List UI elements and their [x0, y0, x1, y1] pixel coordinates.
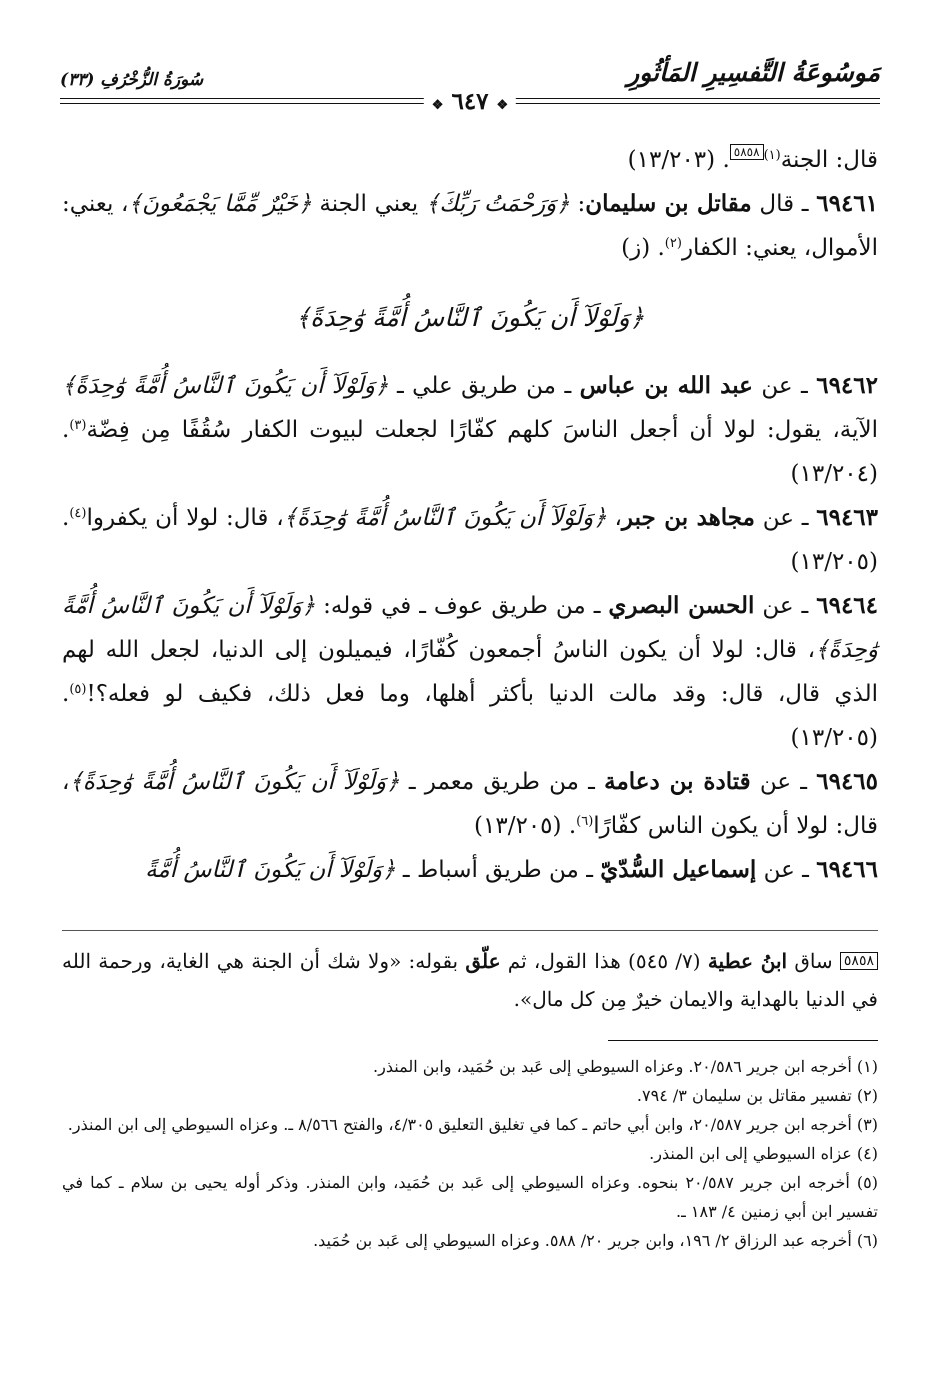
narration-number: ٦٩٤٦٣: [816, 504, 879, 531]
footnotes: [62, 1052, 878, 1255]
narration-number: ٦٩٤٦٤: [816, 592, 879, 619]
page-number-block: [424, 88, 516, 115]
para-text: :: [569, 191, 586, 217]
note-separator: [62, 930, 878, 931]
header-rule-left: [60, 98, 429, 99]
page-number: ٦٤٧: [451, 88, 489, 115]
para-text: ، قال: لولا أن يكون الناسُ أجمعون كُفّارًا، فيميلون إلى الدنيا، لجعل الله لهم الذي قال، قال: وقد مالت الدنيا بأكثر أهلها، وما فعل ذلك، فكيف لو فعله؟!: [62, 637, 878, 707]
volume-ref: . (١٣/٢٠٤): [62, 417, 878, 487]
para-text: ـ عن: [754, 593, 817, 619]
quran-quote: ﴿وَلَوْلَآ أَن يَكُونَ ٱلنَّاسُ أُمَّةً وَٰحِدَةً﴾: [62, 373, 389, 399]
quran-quote: ﴿خَيْرٌ مِّمَّا يَجْمَعُونَ﴾: [128, 191, 312, 217]
footnote-3: (٣) أخرجه ابن جرير ٢٠/٥٨٧، وابن أبي حاتم ـ كما في تغليق التعليق ٤/٣٠٥، والفتح ٨/٥٦٦ ـ. وعزاه السيوطي إلى ابن المنذر.: [67, 1115, 878, 1134]
footnote-4: (٤) عزاه السيوطي إلى ابن المنذر.: [649, 1144, 878, 1163]
para-text: ـ قال: [751, 191, 817, 217]
footnote-1: (١) أخرجه ابن جرير ٢٠/٥٨٦. وعزاه السيوطي إلى عَبد بن حُمَيد، وابن المنذر.: [373, 1057, 878, 1076]
book-title: مَوسُوعَةُ التَّفسِيرِ المَأثُورِ: [627, 58, 880, 87]
para-text: ـ من طريق أسباط ـ: [395, 857, 601, 883]
verse-heading: ﴿وَلَوْلَآ أَن يَكُونَ ٱلنَّاسُ أُمَّةً وَٰحِدَةً﴾: [295, 303, 645, 332]
para-text: الآية، يقول: لولا أن أجعل الناسَ كلهم كفّارًا لجعلت لبيوت الكفار سُقُفًا مِن فِضّة: [86, 417, 878, 443]
footnote-marker: (١): [763, 148, 781, 163]
quran-quote: ﴿وَلَوْلَآ أَن يَكُونَ ٱلنَّاسُ أُمَّةً وَٰحِدَةً﴾: [62, 593, 878, 663]
footnote-5: (٥) أخرجه ابن جرير ٢٠/٥٨٧ بنحوه. وعزاه السيوطي إلى عَبد بن حُمَيد، وابن المنذر. وذكر أوله يحيى بن سلام ـ كما في تفسير ابن أبي زمنين ٤/ ١٨٣ ـ.: [62, 1173, 878, 1221]
narration-69462: [62, 364, 878, 496]
volume-ref: . (ز): [621, 235, 665, 261]
header-rule-right: [511, 98, 880, 99]
footnote-2: (٢) تفسير مقاتل بن سليمان ٣/ ٧٩٤.: [636, 1086, 878, 1105]
narration-69461: [62, 182, 878, 270]
narration-number: ٦٩٤٦١: [816, 190, 879, 217]
footnote-marker: (٥): [69, 682, 87, 697]
quran-quote: ﴿وَلَوْلَآ أَن يَكُونَ ٱلنَّاسُ أُمَّةً وَٰحِدَةً﴾: [69, 769, 400, 795]
note-bold-word: علّق: [465, 949, 501, 973]
narration-69463: [62, 496, 878, 584]
narration-69466: [62, 848, 878, 892]
narration-number: ٦٩٤٦٥: [816, 768, 879, 795]
note-author: ابنُ عطية: [707, 949, 788, 973]
footnote-6: (٦) أخرجه عبد الرزاق ٢/ ١٩٦، وابن جرير ٢٠/ ٥٨٨. وعزاه السيوطي إلى عَبد بن حُمَيد.: [313, 1231, 878, 1250]
footnote-marker: (٦): [576, 814, 594, 829]
footnote-marker: (٤): [69, 506, 87, 521]
footnote-marker: (٣): [69, 418, 87, 433]
header-rule-right-thin: [511, 103, 880, 104]
narrator-name: عبد الله بن عباس: [579, 372, 753, 399]
running-header: [60, 58, 880, 118]
narrator-name: الحسن البصري: [608, 592, 755, 619]
narrator-name: مجاهد بن جبر: [621, 504, 755, 531]
para-text: ـ عن: [752, 373, 817, 399]
para-text: ـ من طريق عوف ـ في قوله:: [315, 593, 609, 619]
paragraph-continuation: [62, 138, 878, 182]
para-text: ـ من طريق علي ـ: [388, 373, 580, 399]
volume-ref: . (١٣/٢٠٥): [474, 813, 577, 839]
para-text: ، قال: لولا أن يكون الناس كفّارًا: [62, 769, 878, 839]
quran-quote: ﴿وَلَوْلَآ أَن يَكُونَ ٱلنَّاسُ أُمَّةً وَٰحِدَةً﴾: [283, 505, 607, 531]
ornament-icon: ❖: [496, 98, 509, 113]
footnote-rule: [608, 1040, 878, 1041]
note-box-number: ٥٨٥٨: [840, 952, 878, 970]
narration-69464: [62, 584, 878, 760]
narrator-name: إسماعيل السُّدّيّ: [600, 856, 757, 883]
volume-ref: . (١٣/٢٠٥): [62, 681, 878, 751]
note-box-ref: ٥٨٥٨: [730, 144, 764, 160]
main-text: [62, 138, 878, 892]
para-text: ، قال: لولا أن يكفروا: [86, 505, 284, 531]
para-text: ، يعني: الأموال، يعني: الكفار: [62, 191, 878, 261]
volume-ref: . (١٣/٢٠٣): [627, 147, 730, 173]
para-text: ،: [606, 505, 622, 531]
quran-quote: ﴿وَرَحْمَتُ رَبِّكَ﴾: [425, 191, 570, 217]
narration-number: ٦٩٤٦٢: [816, 372, 878, 399]
narration-number: ٦٩٤٦٦: [816, 856, 878, 883]
editorial-note: [62, 942, 878, 1018]
para-text: يعني الجنة: [311, 191, 426, 217]
volume-ref: . (١٣/٢٠٥): [62, 505, 878, 575]
para-text: قال: الجنة: [780, 147, 878, 173]
ornament-icon: ❖: [431, 98, 444, 113]
narrator-name: قتادة بن دعامة: [604, 768, 751, 795]
note-text: ساق: [787, 949, 840, 973]
note-text: بقوله: «ولا شك أن الجنة هي الغاية، ورحمة الله في الدنيا بالهداية والايمان خيرٌ مِن كل مال».: [62, 949, 878, 1011]
note-text: (٧/ ٥٤٥) هذا القول، ثم: [500, 949, 708, 973]
para-text: ـ عن: [750, 769, 817, 795]
narrator-name: مقاتل بن سليمان: [585, 190, 752, 217]
narration-69465: [62, 760, 878, 848]
header-rule-left-thin: [60, 103, 429, 104]
para-text: ـ عن: [754, 505, 817, 531]
para-text: ـ من طريق معمر ـ: [399, 769, 605, 795]
para-text: ـ عن: [756, 857, 817, 883]
footnote-marker: (٢): [664, 236, 682, 251]
surah-label: سُورَةُ الزُّخْرُفِ (٣٣): [60, 70, 204, 90]
quran-quote: ﴿وَلَوْلَآ أَن يَكُونَ ٱلنَّاسُ أُمَّةً: [145, 857, 396, 883]
